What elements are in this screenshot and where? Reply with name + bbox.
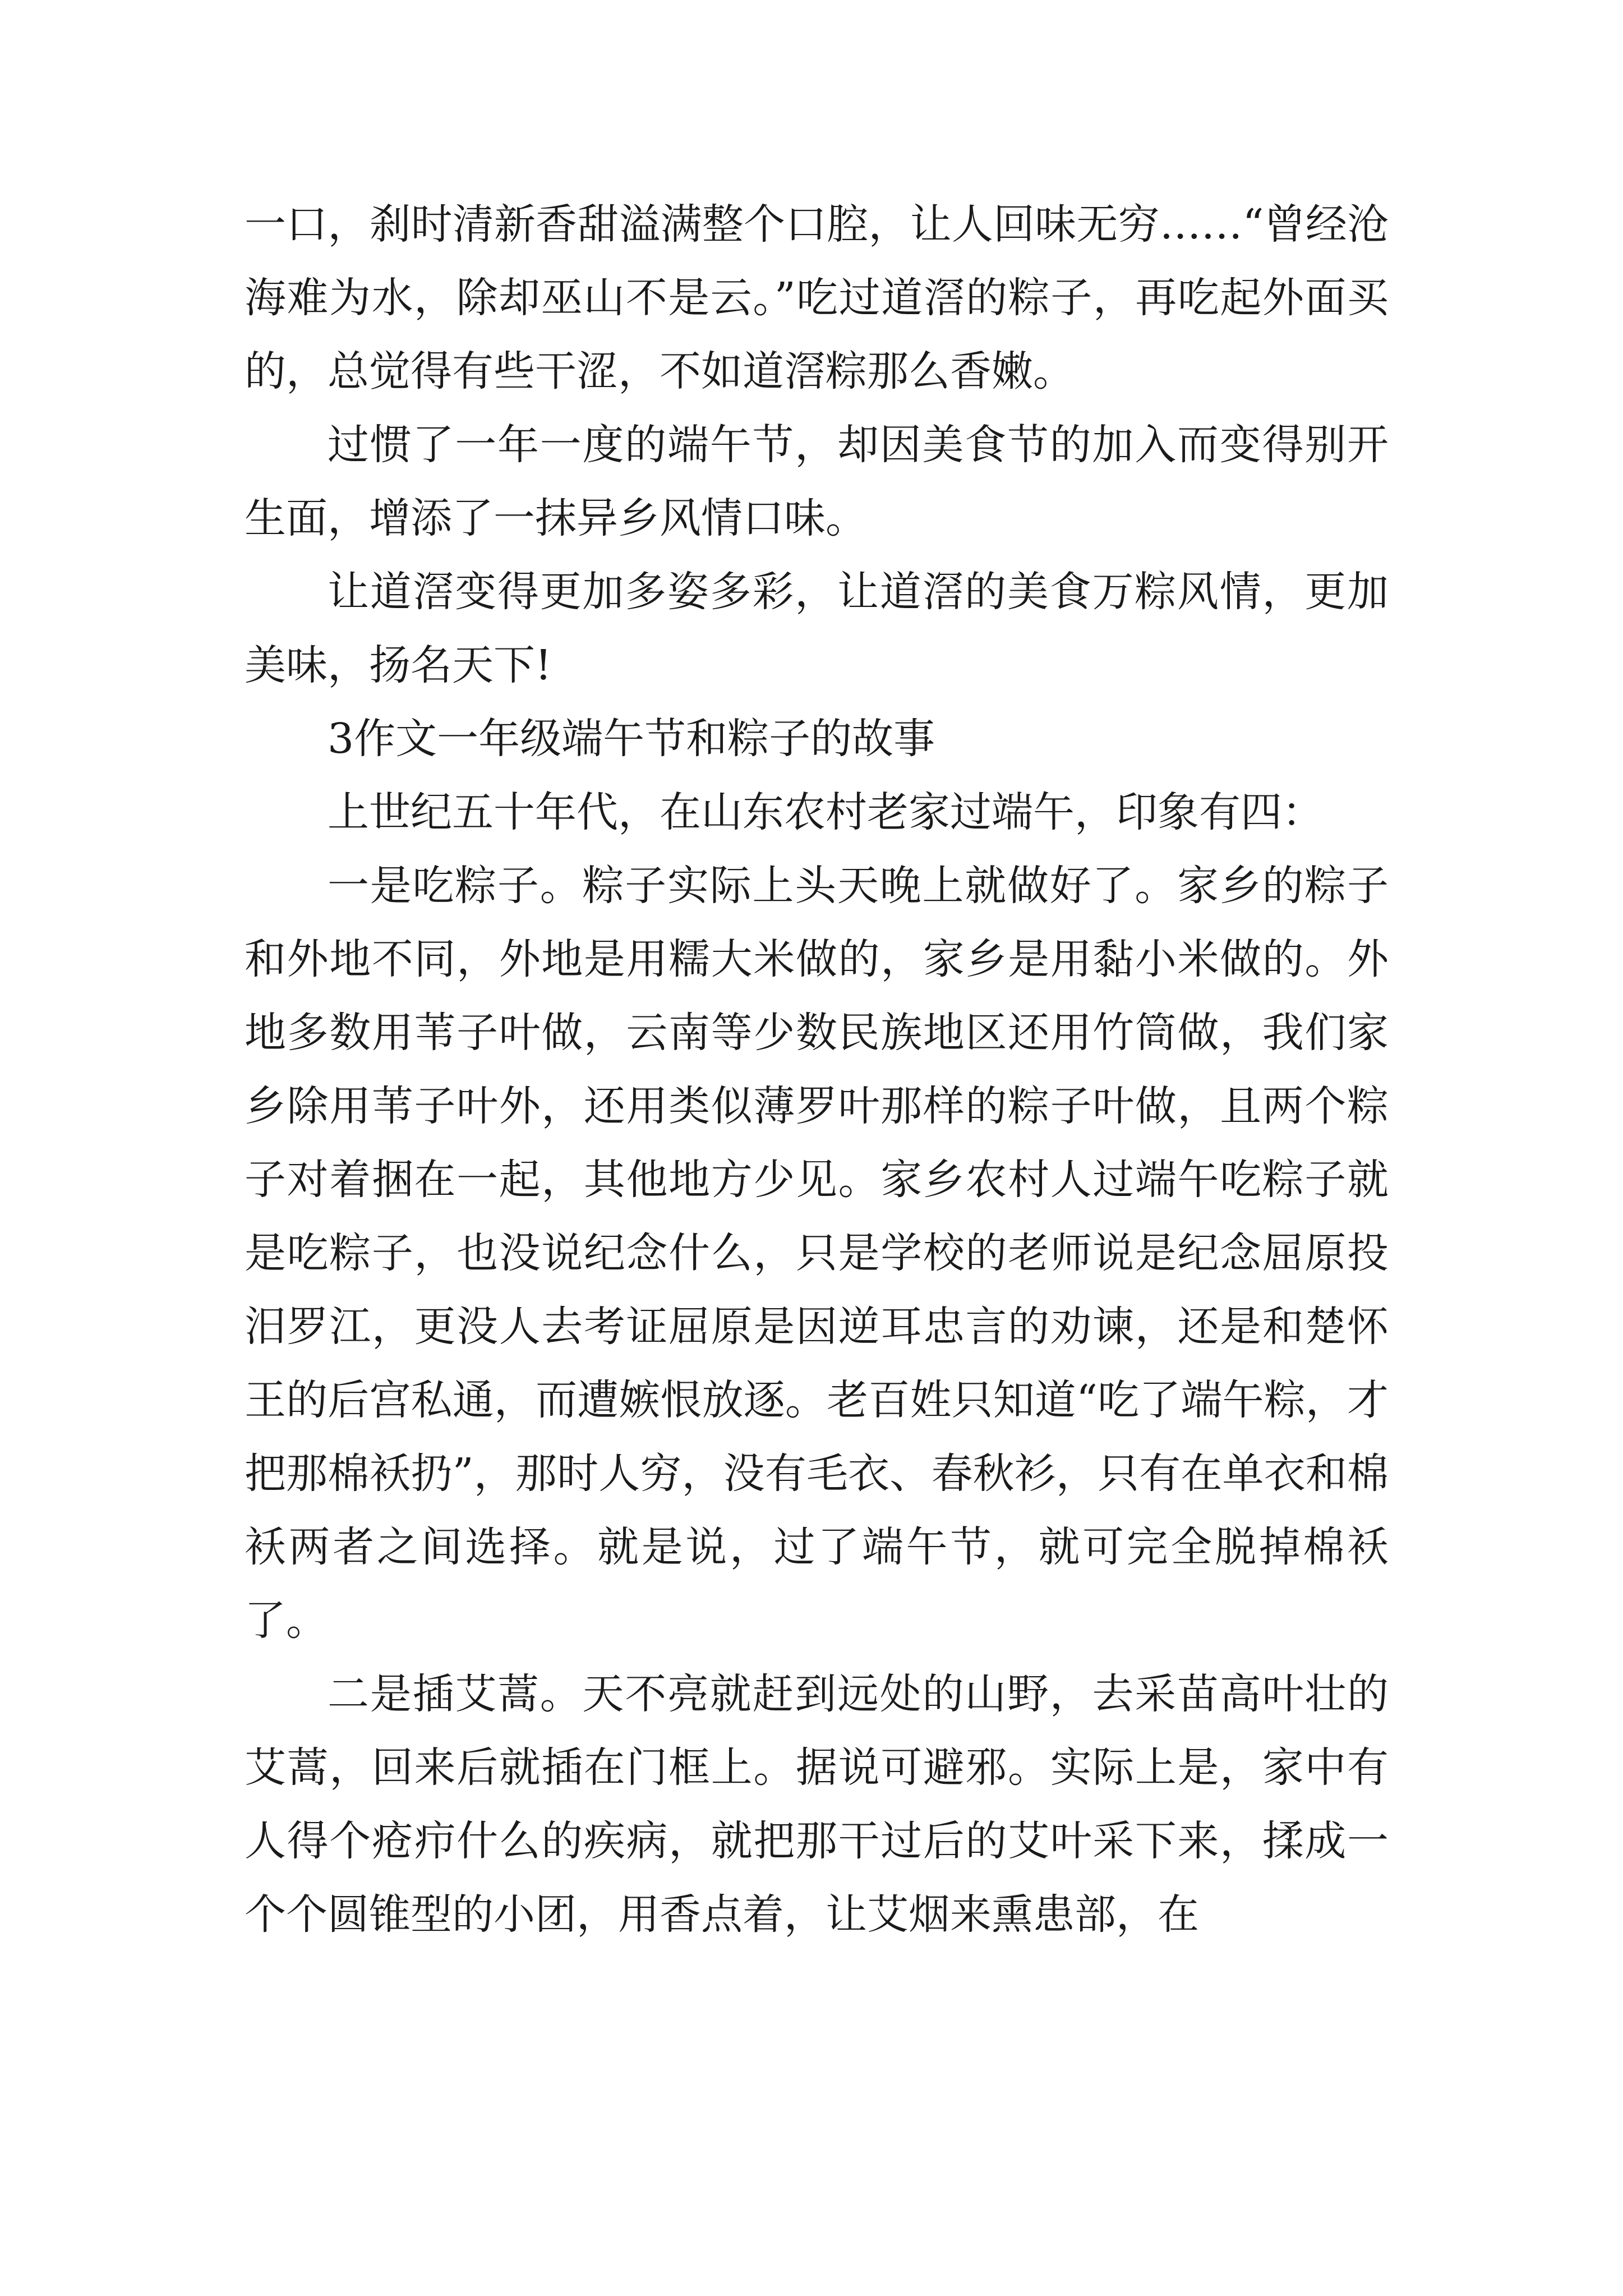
document-body [245,188,1389,1952]
paragraph-intro: 上世纪五十年代，在山东农村老家过端午，印象有四： [328,788,1324,836]
paragraph-continuation: 一口，刹时清新香甜溢满整个口腔，让人回味无穷……“曾经沧海难为水，除却巫山不是云。”吃过道滘的粽子，再吃起外面买的，总觉得有些干涩，不如道滘粽那么香嫩。 [245,200,1389,395]
paragraph-festival: 过惯了一年一度的端午节，却因美食节的加入而变得别开生面，增添了一抹异乡风情口味。 [245,421,1389,542]
paragraph-aihao: 二是插艾蒿。天不亮就赶到远处的山野，去采苗高叶壮的艾蒿，回来后就插在门框上。据说可避邪。实际上是，家中有人得个疮疖什么的疾病，就把那干过后的艾叶采下来，揉成一个个圆锥型的小团，用香点着，让艾烟来熏患部，在 [245,1670,1389,1939]
paragraph-zongzi: 一是吃粽子。粽子实际上头天晚上就做好了。家乡的粽子和外地不同，外地是用糯大米做的，家乡是用黏小米做的。外地多数用苇子叶做，云南等少数民族地区还用竹筒做，我们家乡除用苇子叶外，还用类似薄罗叶那样的粽子叶做，且两个粽子对着捆在一起，其他地方少见。家乡农村人过端午吃粽子就是吃粽子，也没说纪念什么，只是学校的老师说是纪念屈原投汨罗江，更没人去考证屈原是因逆耳忠言的劝谏，还是和楚怀王的后宫私通，而遭嫉恨放逐。老百姓只知道“吃了端午粽，才把那棉袄扔”，那时人穷，没有毛衣、春秋衫，只有在单衣和棉袄两者之间选择。就是说，过了端午节，就可完全脱掉棉袄了。 [245,862,1389,1645]
essay-heading: 3作文一年级端午节和粽子的故事 [328,715,935,763]
paragraph-closing: 让道滘变得更加多姿多彩，让道滘的美食万粽风情，更加美味，扬名天下! [245,568,1389,689]
